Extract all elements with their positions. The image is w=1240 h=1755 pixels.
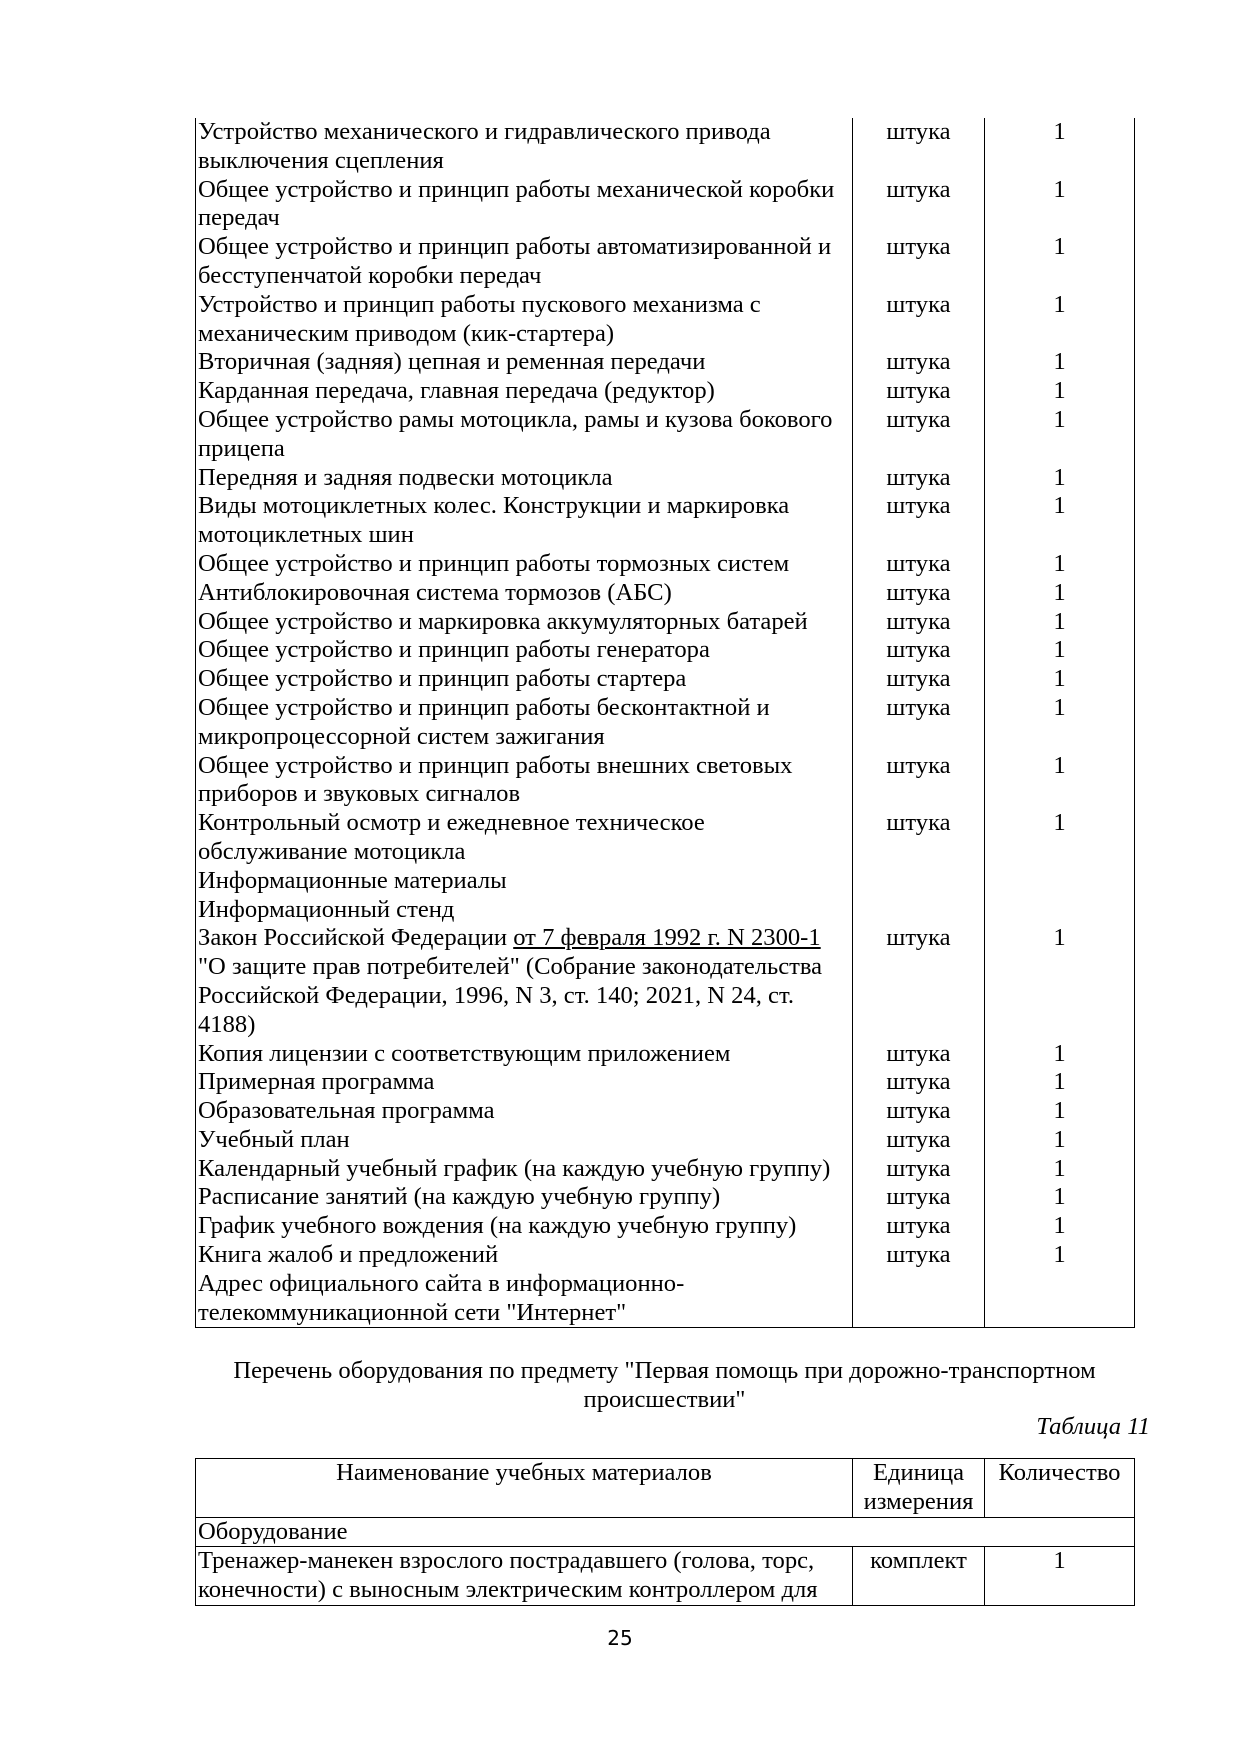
page-number: 25 xyxy=(607,1626,633,1650)
table-row xyxy=(196,1241,1135,1270)
item-quantity: 1 xyxy=(985,406,1135,464)
table-row xyxy=(196,377,1135,406)
item-unit: штука xyxy=(853,492,985,550)
column-header-unit: Единица измерения xyxy=(853,1459,985,1518)
item-unit: штука xyxy=(853,636,985,665)
table-row xyxy=(196,1547,1135,1606)
column-header-quantity: Количество xyxy=(985,1459,1135,1518)
item-unit: штука xyxy=(853,348,985,377)
item-unit: штука xyxy=(853,1068,985,1097)
item-unit: штука xyxy=(853,665,985,694)
item-name: Общее устройство и принцип работы внешних световых приборов и звуковых сигналов xyxy=(196,752,853,810)
table-row xyxy=(196,809,1135,867)
item-name: Книга жалоб и предложений xyxy=(196,1241,853,1270)
equipment-table-continued xyxy=(195,118,1135,1328)
item-name: Учебный план xyxy=(196,1126,853,1155)
item-quantity: 1 xyxy=(985,233,1135,291)
item-unit: штука xyxy=(853,176,985,234)
item-name: Общее устройство и принцип работы тормозных систем xyxy=(196,550,853,579)
item-unit: штука xyxy=(853,924,985,1039)
item-quantity: 1 xyxy=(985,348,1135,377)
item-name: Виды мотоциклетных колес. Конструкции и маркировка мотоциклетных шин xyxy=(196,492,853,550)
table-row xyxy=(196,492,1135,550)
table-row xyxy=(196,1126,1135,1155)
table-row xyxy=(196,1068,1135,1097)
table-number-label: Таблица 11 xyxy=(1036,1413,1150,1440)
item-name: Примерная программа xyxy=(196,1068,853,1097)
law-title-prefix: Закон Российской Федерации xyxy=(198,924,514,952)
item-name: Адрес официального сайта в информационно-телекоммуникационной сети "Интернет" xyxy=(196,1270,853,1328)
table-row xyxy=(196,233,1135,291)
item-unit: штука xyxy=(853,752,985,810)
item-quantity: 1 xyxy=(985,1155,1135,1184)
item-name: Образовательная программа xyxy=(196,1097,853,1126)
item-quantity: 1 xyxy=(985,608,1135,637)
item-unit: штука xyxy=(853,118,985,176)
table-row xyxy=(196,176,1135,234)
column-header-name: Наименование учебных материалов xyxy=(196,1459,853,1518)
item-quantity: 1 xyxy=(985,1040,1135,1069)
table-row xyxy=(196,118,1135,176)
first-aid-equipment-table xyxy=(195,1458,1135,1606)
section-label: Информационные материалы xyxy=(196,867,853,896)
item-name: Общее устройство и принцип работы механической коробки передач xyxy=(196,176,853,234)
item-name: Антиблокировочная система тормозов (АБС) xyxy=(196,579,853,608)
table-row xyxy=(196,579,1135,608)
table-row xyxy=(196,291,1135,349)
item-name: Общее устройство и принцип работы автоматизированной и бесступенчатой коробки передач xyxy=(196,233,853,291)
item-name: Карданная передача, главная передача (редуктор) xyxy=(196,377,853,406)
item-name: Общее устройство и принцип работы бесконтактной и микропроцессорной систем зажигания xyxy=(196,694,853,752)
item-quantity: 1 xyxy=(985,752,1135,810)
item-unit: штука xyxy=(853,608,985,637)
item-quantity: 1 xyxy=(985,1068,1135,1097)
item-name: Устройство и принцип работы пускового механизма с механическим приводом (кик-стартера) xyxy=(196,291,853,349)
item-unit: комплект xyxy=(853,1547,985,1606)
table-section-row xyxy=(196,896,1135,925)
item-unit: штука xyxy=(853,1040,985,1069)
item-quantity: 1 xyxy=(985,924,1135,1039)
item-unit: штука xyxy=(853,1126,985,1155)
table-row xyxy=(196,924,1135,1039)
item-name: Тренажер-манекен взрослого пострадавшего (голова, торс, конечности) с выносным электрическим контроллером для xyxy=(196,1547,853,1606)
item-unit: штука xyxy=(853,377,985,406)
table-section-row xyxy=(196,1517,1135,1547)
item-quantity: 1 xyxy=(985,291,1135,349)
table-row xyxy=(196,1155,1135,1184)
table-section-row xyxy=(196,867,1135,896)
item-name: Календарный учебный график (на каждую учебную группу) xyxy=(196,1155,853,1184)
item-unit: штука xyxy=(853,291,985,349)
item-quantity: 1 xyxy=(985,636,1135,665)
item-name: Общее устройство и маркировка аккумуляторных батарей xyxy=(196,608,853,637)
table-header-row xyxy=(196,1459,1135,1518)
table-row xyxy=(196,636,1135,665)
item-unit: штука xyxy=(853,1155,985,1184)
item-quantity: 1 xyxy=(985,492,1135,550)
item-quantity: 1 xyxy=(985,809,1135,867)
item-quantity: 1 xyxy=(985,550,1135,579)
item-unit: штука xyxy=(853,406,985,464)
item-unit: штука xyxy=(853,1241,985,1270)
item-quantity: 1 xyxy=(985,118,1135,176)
item-name: Общее устройство и принцип работы генератора xyxy=(196,636,853,665)
item-quantity xyxy=(985,1270,1135,1328)
item-quantity: 1 xyxy=(985,464,1135,493)
item-name: Общее устройство рамы мотоцикла, рамы и кузова бокового прицепа xyxy=(196,406,853,464)
item-name: Вторичная (задняя) цепная и ременная передачи xyxy=(196,348,853,377)
table-row xyxy=(196,665,1135,694)
item-quantity: 1 xyxy=(985,377,1135,406)
section-heading: Перечень оборудования по предмету "Первая помощь при дорожно-транспортном происшествии" xyxy=(233,1357,1096,1413)
item-quantity: 1 xyxy=(985,694,1135,752)
item-quantity xyxy=(985,896,1135,925)
item-quantity: 1 xyxy=(985,1097,1135,1126)
item-unit xyxy=(853,1270,985,1328)
item-name: Копия лицензии с соответствующим приложением xyxy=(196,1040,853,1069)
item-unit: штука xyxy=(853,1183,985,1212)
item-quantity: 1 xyxy=(985,1183,1135,1212)
item-unit: штука xyxy=(853,1097,985,1126)
item-quantity: 1 xyxy=(985,1126,1135,1155)
item-unit: штука xyxy=(853,579,985,608)
section-label: Информационный стенд xyxy=(196,896,853,925)
item-name: Расписание занятий (на каждую учебную группу) xyxy=(196,1183,853,1212)
item-unit: штука xyxy=(853,1212,985,1241)
item-quantity: 1 xyxy=(985,1212,1135,1241)
item-quantity: 1 xyxy=(985,176,1135,234)
item-name xyxy=(196,924,853,1039)
item-name: Устройство механического и гидравлического привода выключения сцепления xyxy=(196,118,853,176)
table-row xyxy=(196,348,1135,377)
item-quantity: 1 xyxy=(985,665,1135,694)
item-unit xyxy=(853,896,985,925)
table-row xyxy=(196,406,1135,464)
table-row xyxy=(196,550,1135,579)
item-quantity: 1 xyxy=(985,579,1135,608)
item-name: Контрольный осмотр и ежедневное техническое обслуживание мотоцикла xyxy=(196,809,853,867)
item-name: Общее устройство и принцип работы стартера xyxy=(196,665,853,694)
item-name: График учебного вождения (на каждую учебную группу) xyxy=(196,1212,853,1241)
table-row xyxy=(196,694,1135,752)
item-name: Передняя и задняя подвески мотоцикла xyxy=(196,464,853,493)
item-unit: штука xyxy=(853,809,985,867)
table-row xyxy=(196,1270,1135,1328)
item-quantity: 1 xyxy=(985,1241,1135,1270)
item-unit: штука xyxy=(853,233,985,291)
item-unit: штука xyxy=(853,464,985,493)
table-row xyxy=(196,752,1135,810)
law-date-link[interactable]: от 7 февраля 1992 г. N 2300-1 xyxy=(513,924,821,952)
item-quantity: 1 xyxy=(985,1547,1135,1606)
item-unit xyxy=(853,867,985,896)
table-row xyxy=(196,1183,1135,1212)
table-row xyxy=(196,464,1135,493)
item-unit: штука xyxy=(853,694,985,752)
section-label: Оборудование xyxy=(196,1517,1135,1547)
table-row xyxy=(196,1212,1135,1241)
table-row xyxy=(196,1040,1135,1069)
table-row xyxy=(196,608,1135,637)
law-title-suffix: "О защите прав потребителей" (Собрание законодательства Российской Федерации, 1996, N 3, ст. 140; 2021, N 24, ст. 4188) xyxy=(198,953,823,1038)
item-quantity xyxy=(985,867,1135,896)
item-unit: штука xyxy=(853,550,985,579)
table-row xyxy=(196,1097,1135,1126)
